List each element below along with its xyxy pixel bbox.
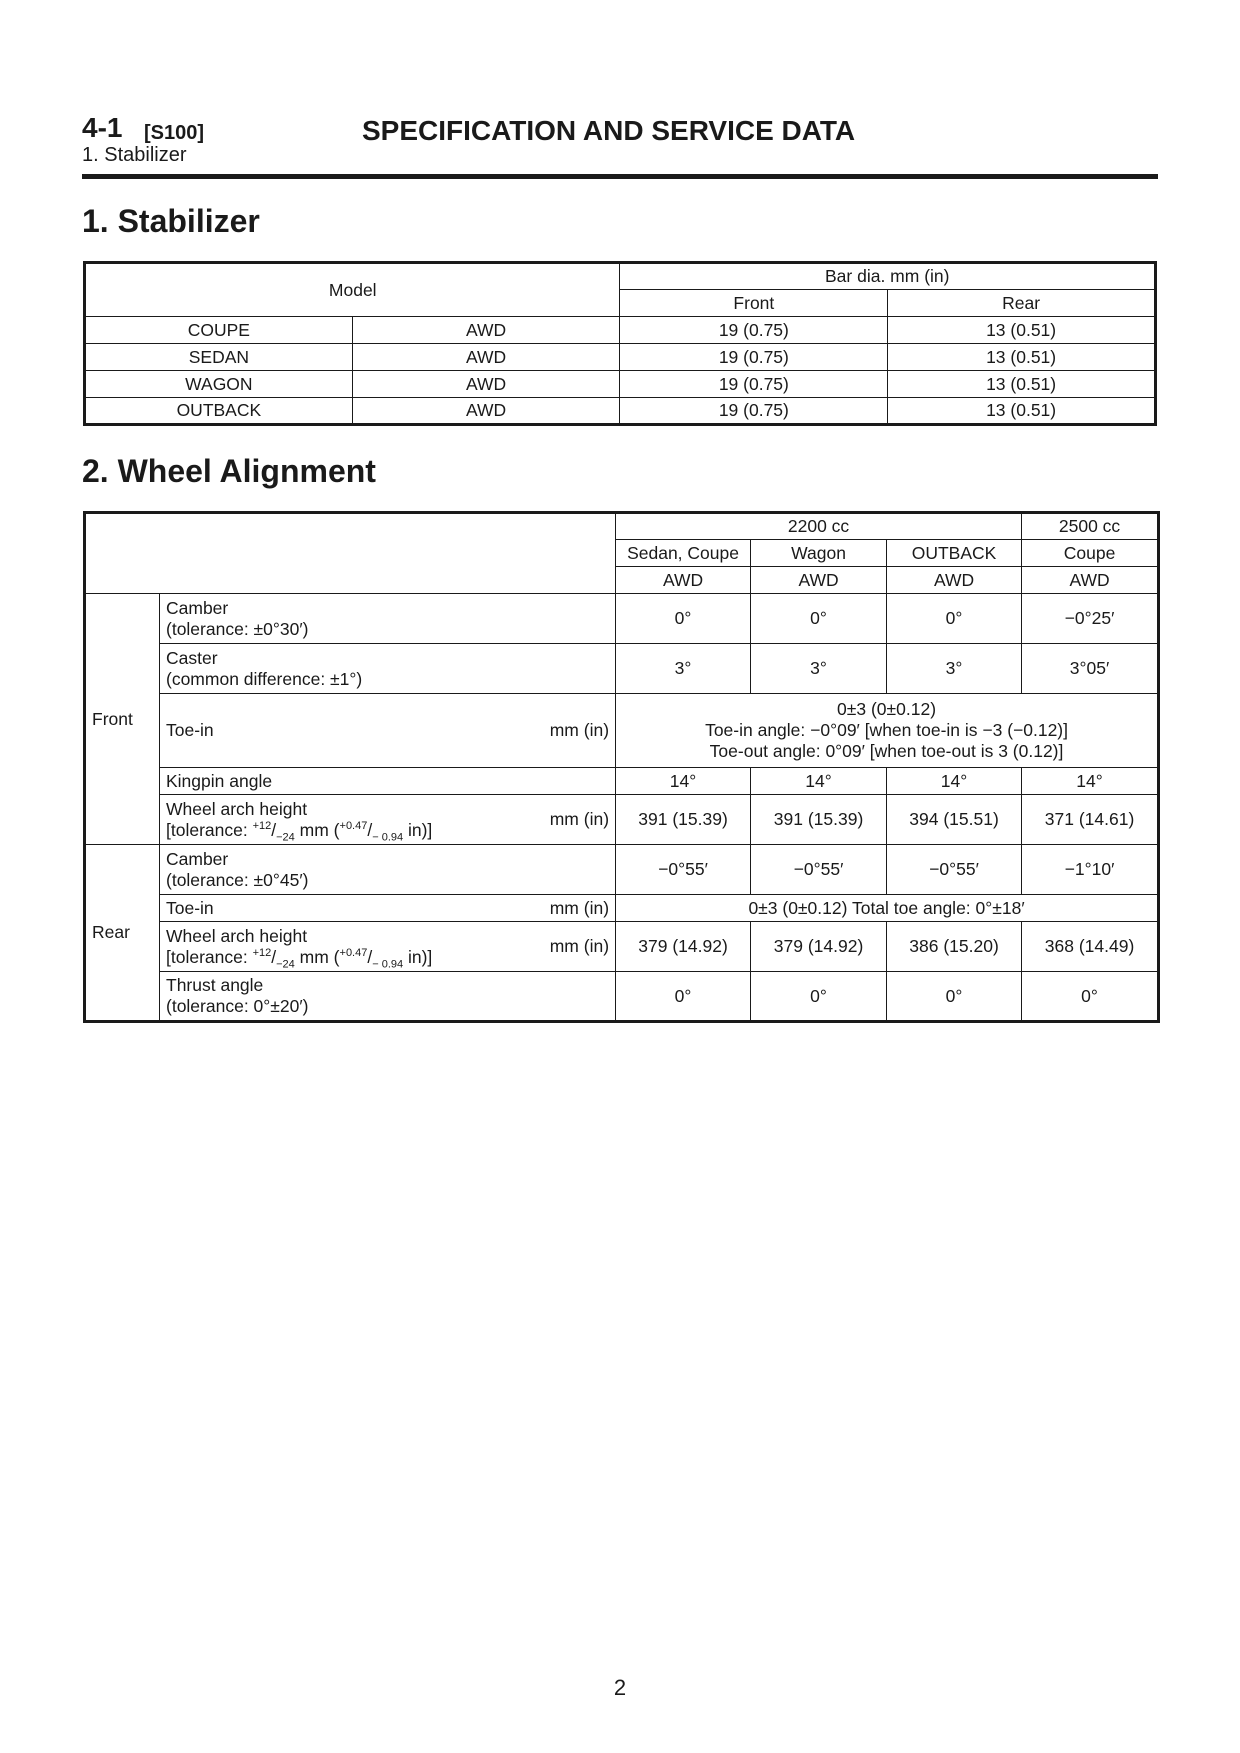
value-cell: 3°05′: [1022, 644, 1159, 694]
rear-cell: 13 (0.51): [888, 398, 1156, 425]
value-cell: −0°55′: [616, 845, 751, 895]
value-cell: 0°: [887, 594, 1022, 644]
kingpin-label: Kingpin angle: [160, 768, 616, 795]
blank-corner: [85, 513, 616, 594]
front-cell: 19 (0.75): [620, 398, 888, 425]
value-cell: 0°: [616, 594, 751, 644]
label-tolerance: (tolerance: ±0°30′): [166, 618, 309, 639]
value-cell: 3°: [751, 644, 887, 694]
model-header: OUTBACK: [887, 540, 1022, 567]
stabilizer-heading: 1. Stabilizer: [82, 203, 260, 239]
front-toe-in-label: Toe-in: [160, 694, 540, 768]
label-tolerance: (tolerance: 0°±20′): [166, 996, 309, 1016]
front-wheel-arch-label: [160, 795, 540, 845]
header-rule: [82, 174, 1158, 179]
value-cell: 394 (15.51): [887, 795, 1022, 845]
value-cell: 0°: [1022, 972, 1159, 1022]
label-line: Wheel arch height: [166, 798, 308, 819]
page-number: 2: [613, 1675, 627, 1700]
label-tolerance: [tolerance: $^{+12}/_{-24}$ mm ($^{+0.47}/_{- 0.94}$ in)]: [166, 819, 433, 843]
value-cell: 371 (14.61): [1022, 795, 1159, 845]
value-cell: −1°10′: [1022, 845, 1159, 895]
value-cell: 0°: [887, 972, 1022, 1022]
table-row: [85, 344, 1156, 371]
page-header: [82, 112, 1158, 178]
stabilizer-table: [83, 261, 1157, 426]
table-row: [85, 371, 1156, 398]
front-caster-label: [160, 644, 616, 694]
table-row: [85, 644, 1159, 694]
thrust-angle-label: [160, 972, 616, 1022]
model-header: Model: [85, 263, 620, 317]
value-cell: 368 (14.49): [1022, 922, 1159, 972]
section-subtitle: 1. Stabilizer: [82, 144, 187, 166]
front-toe-in-value: [616, 694, 1159, 768]
tol-sub: − 0.94: [372, 958, 404, 970]
engine-2200-header: 2200 cc: [616, 513, 1022, 540]
label-tolerance: (tolerance: ±0°45′): [166, 869, 309, 890]
unit-label: mm (in): [540, 895, 616, 922]
table-row: [85, 694, 1159, 768]
section-code: [S100]: [144, 122, 205, 144]
drive-cell: AWD: [352, 344, 620, 371]
document-title: SPECIFICATION AND SERVICE DATA: [362, 115, 856, 146]
drive-header: AWD: [751, 567, 887, 594]
tol-sup: +12: [252, 946, 272, 959]
tol-text: mm (: [294, 819, 340, 840]
rear-toe-in-label: Toe-in: [160, 895, 540, 922]
unit-label: mm (in): [540, 795, 616, 845]
value-cell: 3°: [887, 644, 1022, 694]
value-cell: 14°: [751, 768, 887, 795]
value-cell: 391 (15.39): [616, 795, 751, 845]
label-line: Caster: [166, 647, 218, 668]
rear-cell: 13 (0.51): [888, 317, 1156, 344]
rear-camber-label: [160, 845, 616, 895]
value-cell: −0°55′: [751, 845, 887, 895]
tol-sub: −24: [276, 958, 295, 970]
label-line: Camber: [166, 597, 229, 618]
alignment-heading: 2. Wheel Alignment: [82, 453, 376, 489]
table-row: [85, 398, 1156, 425]
tol-sup: +0.47: [339, 819, 368, 832]
label-tolerance: [tolerance: $^{+12}/_{-24}$ mm ($^{+0.47}/_{- 0.94}$ in)]: [166, 946, 433, 970]
tol-sup: +12: [252, 819, 272, 832]
model-header: Wagon: [751, 540, 887, 567]
value-cell: 386 (15.20): [887, 922, 1022, 972]
tol-text: in)]: [403, 819, 433, 840]
value-cell: 379 (14.92): [751, 922, 887, 972]
value-cell: 14°: [887, 768, 1022, 795]
table-row: [85, 795, 1159, 845]
drive-header: AWD: [1022, 567, 1159, 594]
section-number: 4-1: [82, 112, 123, 143]
tol-text: [tolerance:: [166, 946, 253, 967]
table-row: [85, 317, 1156, 344]
rear-cell: 13 (0.51): [888, 371, 1156, 398]
front-header: Front: [620, 290, 888, 317]
value-cell: 14°: [1022, 768, 1159, 795]
front-cell: 19 (0.75): [620, 344, 888, 371]
model-header: Sedan, Coupe: [616, 540, 751, 567]
engine-2500-header: 2500 cc: [1022, 513, 1159, 540]
value-cell: 3°: [616, 644, 751, 694]
bar-dia-header: Bar dia. mm (in): [620, 263, 1156, 290]
drive-header: AWD: [616, 567, 751, 594]
table-row: [85, 594, 1159, 644]
label-line: Camber: [166, 848, 229, 869]
tol-text: [tolerance:: [166, 819, 253, 840]
front-camber-label: [160, 594, 616, 644]
toe-out-angle-line: Toe-out angle: 0°09′ [when toe-out is 3 (0.12)]: [709, 741, 1064, 761]
rear-group-label: Rear: [85, 845, 160, 1022]
value-cell: 0°: [751, 972, 887, 1022]
drive-cell: AWD: [352, 398, 620, 425]
model-cell: SEDAN: [85, 344, 353, 371]
front-cell: 19 (0.75): [620, 317, 888, 344]
table-row: [85, 768, 1159, 795]
label-line: Wheel arch height: [166, 925, 308, 946]
rear-toe-in-value: 0±3 (0±0.12) Total toe angle: 0°±18′: [616, 895, 1159, 922]
drive-cell: AWD: [352, 371, 620, 398]
unit-label: mm (in): [540, 922, 616, 972]
drive-header: AWD: [887, 567, 1022, 594]
value-cell: −0°25′: [1022, 594, 1159, 644]
tol-text: mm (: [294, 946, 340, 967]
value-cell: 391 (15.39): [751, 795, 887, 845]
rear-wheel-arch-label: [160, 922, 540, 972]
value-cell: 0°: [616, 972, 751, 1022]
table-row: [85, 972, 1159, 1022]
rear-cell: 13 (0.51): [888, 344, 1156, 371]
table-row: [85, 845, 1159, 895]
toe-in-angle-line: Toe-in angle: −0°09′ [when toe-in is −3 (−0.12)]: [705, 720, 1068, 740]
toe-in-line: 0±3 (0±0.12): [837, 699, 937, 719]
value-cell: 14°: [616, 768, 751, 795]
table-row: [85, 895, 1159, 922]
rear-header: Rear: [888, 290, 1156, 317]
table-row: [85, 922, 1159, 972]
value-cell: 0°: [751, 594, 887, 644]
unit-label: mm (in): [540, 694, 616, 768]
label-tolerance: (common difference: ±1°): [166, 668, 363, 689]
model-cell: OUTBACK: [85, 398, 353, 425]
tol-sub: −24: [276, 831, 295, 843]
label-line: Thrust angle: [166, 975, 264, 995]
drive-cell: AWD: [352, 317, 620, 344]
tol-sub: − 0.94: [372, 831, 404, 843]
alignment-table: [83, 511, 1160, 1023]
front-group-label: Front: [85, 594, 160, 845]
tol-sup: +0.47: [339, 946, 368, 959]
front-cell: 19 (0.75): [620, 371, 888, 398]
model-cell: WAGON: [85, 371, 353, 398]
tol-text: in)]: [403, 946, 433, 967]
model-cell: COUPE: [85, 317, 353, 344]
value-cell: −0°55′: [887, 845, 1022, 895]
model-header: Coupe: [1022, 540, 1159, 567]
value-cell: 379 (14.92): [616, 922, 751, 972]
